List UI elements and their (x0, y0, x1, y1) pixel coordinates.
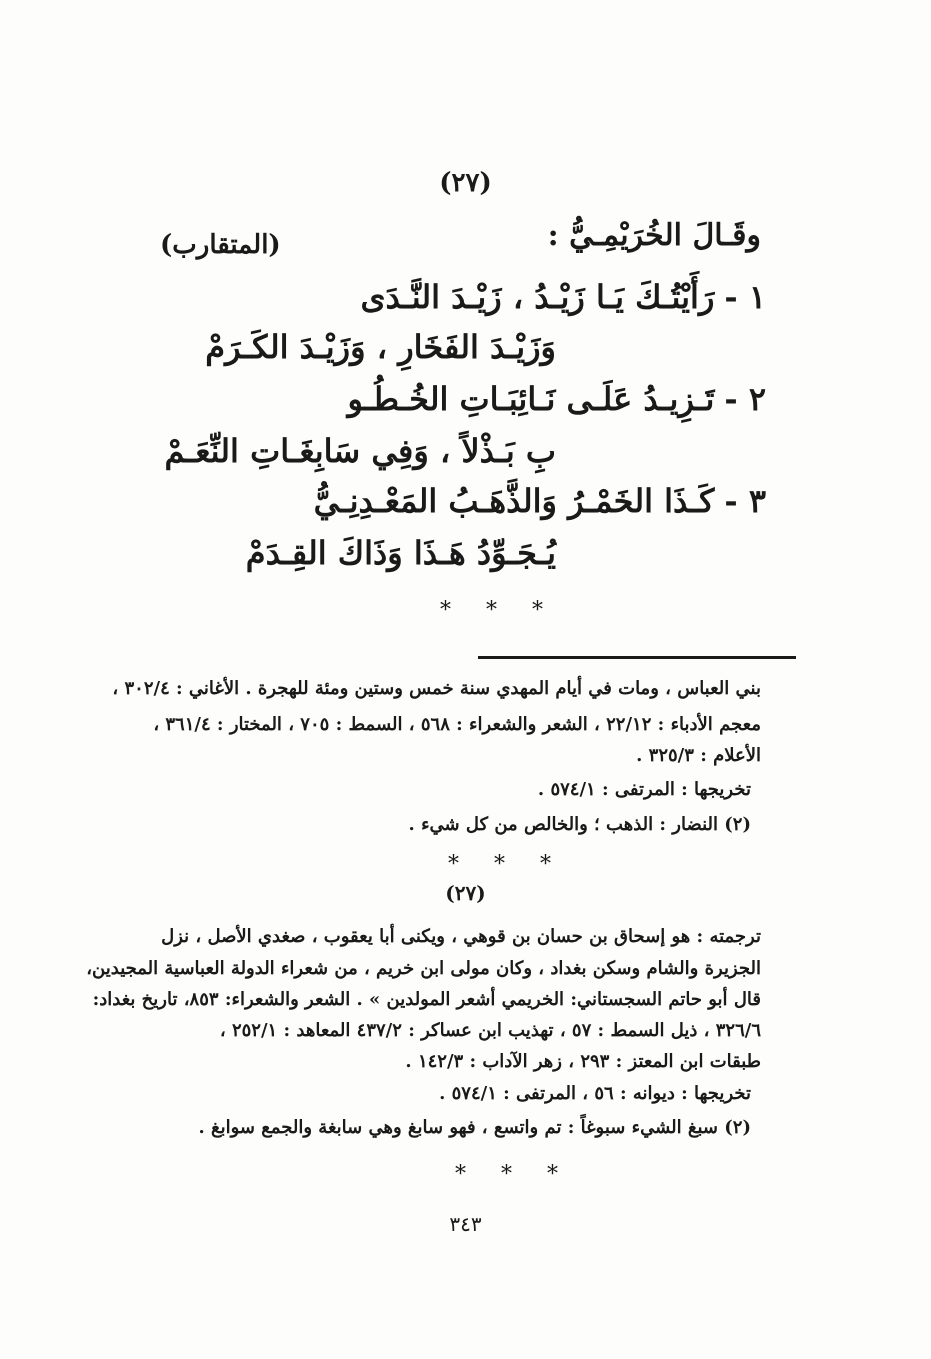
footnote-line: بني العباس ، ومات في أيام المهدي سنة خمس وستين ومئة للهجرة . الأغاني : ٣٠٢/٤ ، (112, 678, 761, 699)
footnote-line: ترجمته : هو إسحاق بن حسان بن قوهي ، ويكنى أبا يعقوب ، صغدي الأصل ، نزل (161, 926, 761, 947)
verse-number: ٣ - (724, 482, 766, 520)
hemistich-text: كَـذَا الخَمْـرُ وَالذَّهَـبُ المَعْـدِنِـيُّ (313, 482, 715, 520)
footnote-line: قال أبو حاتم السجستاني: الخريمي أشعر المولدين » . الشعر والشعراء: ٨٥٣، تاريخ بغداد: (92, 989, 761, 1010)
page-number: ٣٤٣ (449, 1212, 482, 1236)
footnote-line: الجزيرة والشام وسكن بغداد ، وكان مولى ابن خريم ، من شعراء الدولة العباسية المجيدين، (86, 958, 761, 979)
verse-1-first-hemistich (361, 278, 767, 316)
footnote-line: (٢) سبغ الشيء سبوغاً : تم واتسع ، فهو سابغ وهي سابغة والجمع سوابغ . (198, 1117, 751, 1138)
footnote-line: (٢) النضار : الذهب ؛ والخالص من كل شيء . (408, 814, 751, 835)
footnote-poem-number: (٢٧) (445, 881, 486, 905)
verse-2-first-hemistich (348, 380, 766, 418)
hemistich-text: تَـزِيـدُ عَلَـى نَـائِبَـاتِ الخُـطُـو (347, 380, 715, 418)
footnote-divider (478, 656, 796, 659)
footnote-separator: * * * (448, 852, 565, 877)
footnote-line: تخريجها : ديوانه : ٥٦ ، المرتفى : ٥٧٤/١ . (439, 1083, 751, 1104)
footnote-line: الأعلام : ٣٢٥/٣ . (636, 745, 761, 766)
verse-2-second-hemistich: بِ بَـذْلاً ، وَفِي سَابِغَـاتِ النِّعَـمْ (164, 432, 556, 470)
hemistich-text: رَأَيْتُـكَ يَـا زَيْـدُ ، زَيْـدَ النَّـدَى (360, 278, 715, 316)
verse-number: ٢ - (724, 380, 766, 418)
footnote-separator: * * * (455, 1162, 572, 1187)
footnote-line: تخريجها : المرتفى : ٥٧٤/١ . (537, 779, 751, 800)
poem-intro: وقَـالَ الخُرَيْمِـيُّ : (547, 218, 761, 253)
verse-1-second-hemistich: وَزَيْـدَ الفَخَارِ ، وَزَيْـدَ الكَـرَمْ (205, 328, 556, 366)
footnote-line: معجم الأدباء : ٢٢/١٢ ، الشعر والشعراء : ٥٦٨ ، السمط : ٧٠٥ ، المختار : ٣٦١/٤ ، (153, 714, 761, 735)
footnote-line: طبقات ابن المعتز : ٢٩٣ ، زهر الآداب : ١٤٢/٣ . (405, 1051, 761, 1072)
verse-number: ١ - (724, 278, 766, 316)
footnote-line: ٣٢٦/٦ ، ذيل السمط : ٥٧ ، تهذيب ابن عساكر : ٤٣٧/٢ المعاهد : ٢٥٢/١ ، (219, 1020, 761, 1041)
section-separator: * * * (440, 598, 557, 623)
verse-3-second-hemistich: يُـجَـوِّدُ هَـذَا وَذَاكَ القِـدَمْ (245, 534, 556, 572)
poem-number: (٢٧) (439, 168, 492, 198)
verse-3-first-hemistich (314, 482, 766, 520)
poem-meter: (المتقارب) (160, 230, 281, 260)
